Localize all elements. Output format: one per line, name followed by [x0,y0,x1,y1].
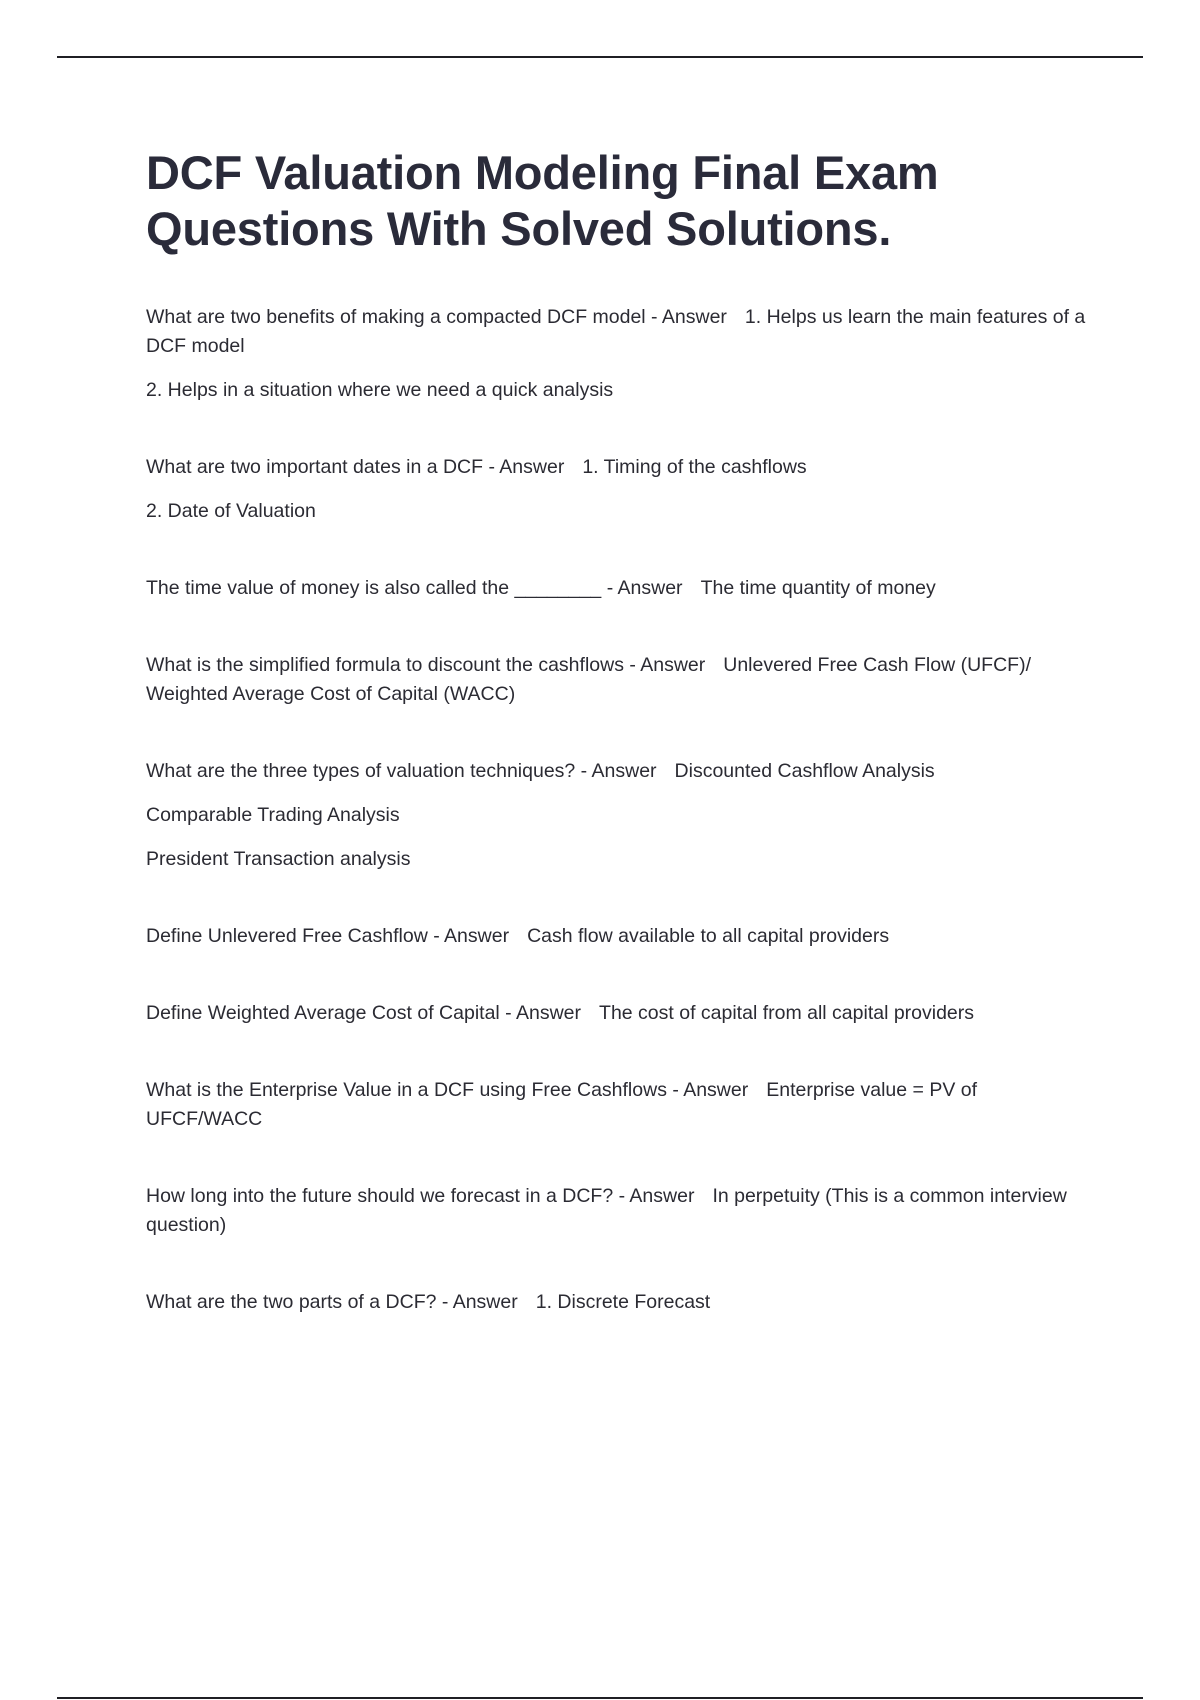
qa-item [146,303,1086,405]
answer-text: Cash flow available to all capital providers [527,925,890,947]
question-text: How long into the future should we forecast in a DCF? - Answer [146,1185,695,1207]
question-text: What is the Enterprise Value in a DCF using Free Cashflows - Answer [146,1079,749,1101]
qa-line [146,1182,1086,1240]
question-text: What are two important dates in a DCF - Answer [146,456,565,478]
qa-item [146,1076,1086,1134]
qa-item [146,999,1086,1028]
question-text: Define Unlevered Free Cashflow - Answer [146,925,510,947]
question-text: What is the simplified formula to discount the cashflows - Answer [146,654,706,676]
qa-line [146,922,1086,951]
top-rule [57,56,1143,58]
qa-item [146,1288,1086,1317]
question-text: What are the two parts of a DCF? - Answer [146,1291,518,1313]
qa-list [146,303,1086,1317]
qa-line [146,999,1086,1028]
question-text: What are two benefits of making a compacted DCF model - Answer [146,306,727,328]
answer-continuation: 2. Helps in a situation where we need a quick analysis [146,379,614,401]
qa-line [146,303,1086,361]
qa-item [146,922,1086,951]
answer-text: In perpetuity (This is a common interview question) [146,1185,1067,1236]
question-text: Define Weighted Average Cost of Capital - Answer [146,1002,582,1024]
answer-text: The time quantity of money [700,577,936,599]
answer-text: 1. Timing of the cashflows [582,456,807,478]
answer-text: 1. Discrete Forecast [535,1291,711,1313]
bottom-rule [57,1697,1143,1699]
answer-continuation: 2. Date of Valuation [146,500,316,522]
answer-text: The cost of capital from all capital providers [599,1002,975,1024]
question-text: What are the three types of valuation techniques? - Answer [146,760,657,782]
qa-line [146,1288,1086,1317]
qa-line [146,651,1086,709]
answer-text: Enterprise value = PV of UFCF/WACC [146,1079,978,1130]
answer-continuation: President Transaction analysis [146,848,411,870]
answer-text: Unlevered Free Cash Flow (UFCF)/ Weighted Average Cost of Capital (WACC) [146,654,1031,705]
document-body [146,145,1086,1365]
qa-item [146,1182,1086,1240]
qa-line [146,574,1086,603]
qa-item [146,757,1086,874]
qa-item [146,574,1086,603]
answer-text: Discounted Cashflow Analysis [674,760,935,782]
answer-text: 1. Helps us learn the main features of a DCF model [146,306,1086,357]
qa-item [146,453,1086,526]
answer-continuation: Comparable Trading Analysis [146,804,400,826]
document-title: DCF Valuation Modeling Final Exam Questions With Solved Solutions. [146,146,939,255]
question-text: The time value of money is also called the ________ - Answer [146,577,683,599]
qa-line [146,1076,1086,1134]
qa-line [146,453,1086,482]
qa-line [146,757,1086,786]
qa-item [146,651,1086,709]
